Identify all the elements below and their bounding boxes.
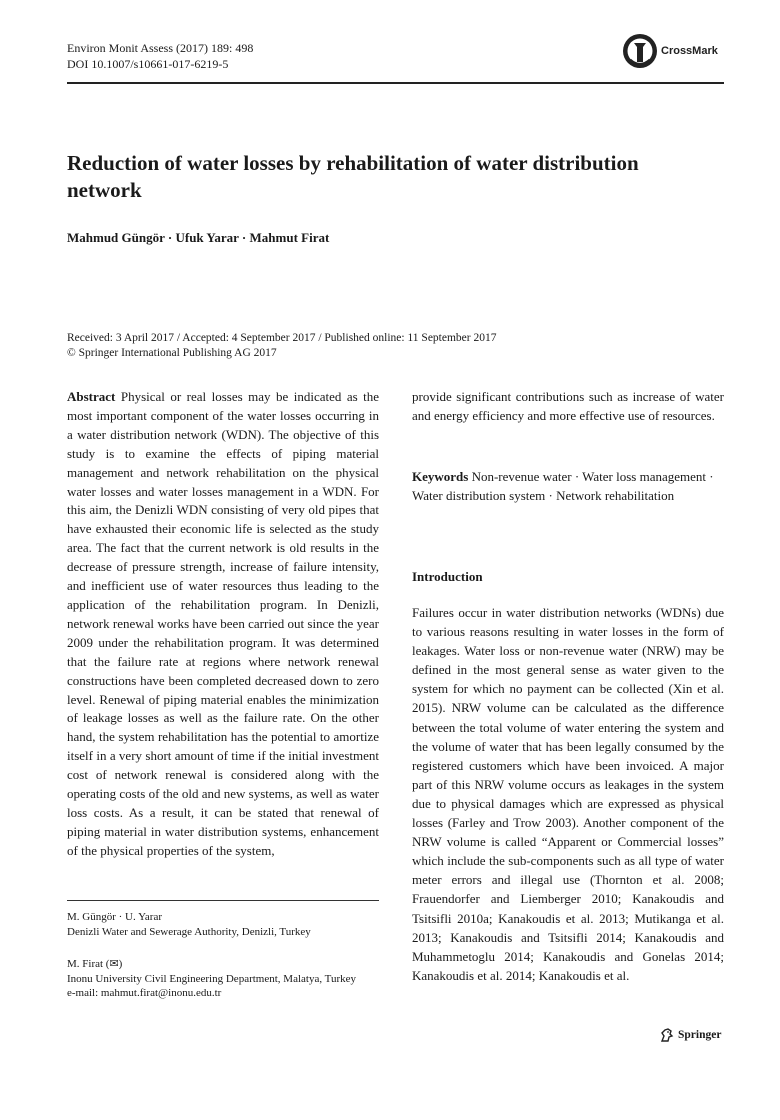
affiliation-1-names: M. Güngör · U. Yarar [67,911,163,923]
springer-label: Springer [678,1029,722,1041]
keywords-text: Non-revenue water · Water loss management · Water distribution system · Network rehabilitation [412,469,714,503]
abstract-right-column [412,388,724,426]
affiliation-2-org: Inonu University Civil Engineering Department, Malatya, Turkey [67,972,357,985]
doi-link[interactable]: DOI 10.1007/s10661-017-6219-5 [67,57,229,71]
journal-citation: Environ Monit Assess (2017) 189: 498 [67,41,254,55]
affiliation-1 [67,910,311,939]
corresponding-email[interactable]: e-mail: mahmut.firat@inonu.edu.tr [67,987,222,999]
copyright-line: © Springer International Publishing AG 2017 [67,347,277,359]
introduction-text: Failures occur in water distribution networks (WDNs) due to various reasons resulting in water losses in the form of leakages. Water loss or non-revenue water (NRW) may be defined in the most general sense as water given to the system for which no payment can be collected (Xin et al. 2015). NRW volume can be calculated as the difference between the total volume of water entering the system and the volume of water that has been legally consumed by the registered customers which have been invoiced. A major part of this NRW volume occurs as leakages in the system due to physical damages which are expressed as physical losses (Farley and Trow 2003). Another component of the NRW volume is called “Apparent or Commercial losses” which include the sub-components such as all type of water meter errors and illegal use (Thornton et al. 2008; Frauendorfer and Liemberger 2010; Kanakoudis and Tsitsifli 2010a; Kanakoudis et al. 2013; Mutikanga et al. 2013; Kanakoudis and Tsitsifli 2014; Kanakoudis and Muhammetoglu 2014; Kanakoudis and Gonelas 2014; Kanakoudis et al. 2014; Kanakoudis et al. [412,605,724,983]
dates-line: Received: 3 April 2017 / Accepted: 4 September 2017 / Published online: 11 September 2017 [67,332,497,344]
keywords-heading: Keywords [412,469,469,484]
affiliation-2-name: M. Firat (✉) [67,958,123,970]
abstract-left-column [67,388,379,861]
publication-dates [67,331,496,361]
author-list: Mahmud Güngör · Ufuk Yarar · Mahmut Firat [67,230,330,245]
footnote-divider [67,900,379,901]
crossmark-badge[interactable] [622,33,718,69]
springer-horse-icon [659,1027,675,1043]
crossmark-label: CrossMark [661,45,718,57]
affiliation-1-org: Denizli Water and Sewerage Authority, Denizli, Turkey [67,925,311,938]
keywords-block [412,467,724,505]
abstract-continuation: provide significant contributions such as increase of water and energy efficiency and more effective use of resources. [412,389,724,423]
introduction-heading: Introduction [412,569,483,584]
affiliation-2 [67,957,356,1001]
journal-info [67,40,253,72]
crossmark-icon [622,33,658,69]
header-divider [67,82,724,84]
abstract-heading: Abstract [67,389,116,404]
abstract-text: Physical or real losses may be indicated as the most important component of the water losses occurring in a water distribution network (WDN). The objective of this study is to examine the effects of piping material management and network rehabilitation on the physical water losses and water losses management in a WDN. For this aim, the Denizli WDN consisting of very old pipes that have exhausted their economic life is selected as the study area. The fact that the current network is old results in the decrease of pressure strength, increase of failure intensity, and inefficient use of water resources thus leading to the application of the rehabilitation program. In Denizli, network renewal works have been carried out since the year 2009 under the rehabilitation program. It was determined that the failure rate at regions where network renewal constructions have been completed decreased down to zero level. Renewal of piping material enables the minimization of leakage losses as well as the failure rate. On the other hand, the system rehabilitation has the potential to amortize itself in a very short amount of time if the initial investment cost of network renewal is considered along with the operating costs of the old and new systems, as well as water loss costs. As a result, it can be stated that renewal of piping material in water distribution systems, enhancement of the physical properties of the system, [67,389,379,858]
article-title: Reduction of water losses by rehabilitation of water distribution network [67,151,639,202]
springer-logo [659,1027,721,1043]
